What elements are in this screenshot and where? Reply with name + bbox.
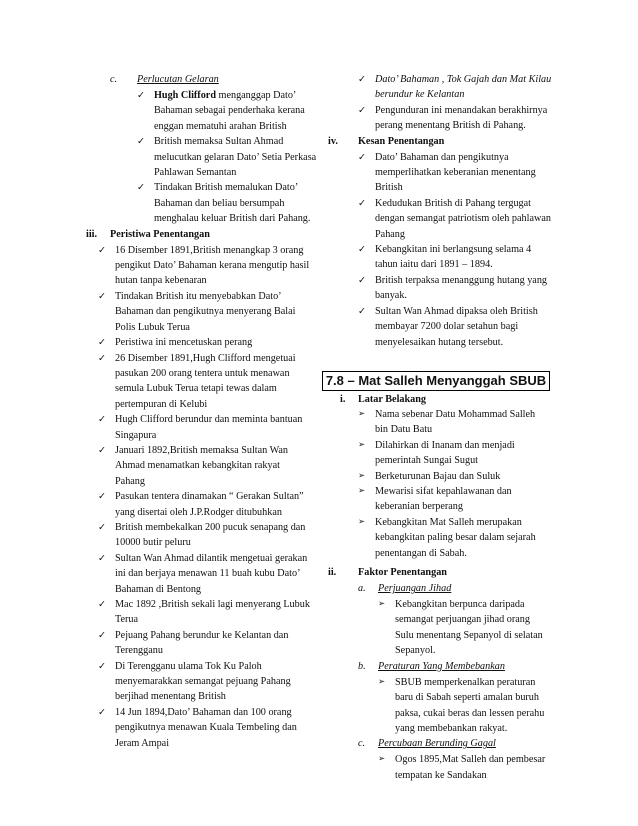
section-title: Peristiwa Penentangan	[110, 228, 210, 240]
checkmark-icon: ✓	[98, 290, 106, 302]
right-column	[320, 72, 552, 350]
bullet-text: Dato’ Bahaman dan pengikutnya memperlihatkan keberanian menentang British	[375, 151, 536, 194]
checkmark-icon: ✓	[98, 244, 106, 256]
bullet-text: Pasukan tentera dinamakan “ Gerakan Sultan” yang disertai oleh J.P.Rodger ditubuhkan	[115, 491, 304, 518]
subsection-marker-a: a.	[358, 583, 366, 595]
bullet-text: Nama sebenar Datu Mohammad Salleh bin Datu Batu	[375, 409, 536, 436]
bullet-text: 14 Jun 1894,Dato’ Bahaman dan 100 orang pengikutnya menawan Kuala Tembeling dan Jeram Ampai	[115, 706, 297, 749]
checkmark-icon: ✓	[358, 197, 366, 209]
list-item	[358, 196, 555, 242]
subsection-marker-c: c.	[110, 74, 118, 85]
checkmark-icon: ✓	[358, 74, 366, 85]
list-item	[378, 597, 545, 659]
section-title: Latar Belakang	[358, 394, 427, 405]
bullet-text: Ogos 1895,Mat Salleh dan pembesar tempatan ke Sandakan	[395, 754, 546, 781]
bullet-text: Dilahirkan di Inanam dan menjadi pemerintah Sungai Sugut	[375, 439, 515, 467]
checkmark-icon: ✓	[98, 706, 106, 718]
list-item	[358, 515, 547, 561]
list-item	[358, 438, 547, 469]
left-column	[86, 72, 326, 751]
checkmark-icon: ✓	[98, 629, 106, 641]
list-item	[137, 88, 324, 134]
list-item	[98, 412, 311, 443]
arrow-bullet-icon: ➢	[358, 409, 366, 419]
bullet-text: Januari 1892,British memaksa Sultan Wan Ahmad menamatkan kebangkitan rakyat Pahang	[115, 444, 289, 487]
section-marker-ii: ii.	[328, 567, 337, 579]
list-item	[378, 675, 547, 737]
subsection-marker-b: b.	[358, 660, 366, 672]
list-item	[98, 705, 311, 751]
arrow-bullet-icon: ➢	[358, 516, 366, 527]
list-item	[98, 289, 311, 335]
section-title: Faktor Penentangan	[358, 567, 447, 579]
list-item	[358, 242, 555, 273]
bullet-text: menganggap Dato’ Bahaman sebagai penderhaka kerana enggan mematuhi arahan British	[154, 90, 305, 132]
list-item	[98, 243, 311, 289]
checkmark-icon: ✓	[358, 151, 366, 163]
bullet-text: British terpaksa menanggung hutang yang banyak.	[375, 274, 548, 302]
bullet-text: British membekalkan 200 pucuk senapang dan 10000 butir peluru	[115, 521, 306, 549]
list-item	[358, 150, 555, 196]
subsection-title: Perjuangan Jihad	[378, 583, 452, 595]
arrow-bullet-icon: ➢	[378, 754, 386, 765]
checkmark-icon: ✓	[137, 182, 145, 194]
subsection-title: Peraturan Yang Membebankan	[378, 660, 505, 672]
bullet-text: Peristiwa ini mencetuskan perang	[115, 337, 253, 349]
arrow-bullet-icon: ➢	[358, 486, 366, 497]
bullet-text: 16 Disember 1891,British menangkap 3 orang pengikut Dato’ Bahaman kerana mengutip hasil hutan tanpa kebenaran	[115, 244, 310, 287]
bullet-text: Mewarisi sifat kepahlawanan dan keberanian berperang	[375, 486, 512, 513]
list-item	[358, 103, 555, 134]
list-item	[98, 551, 311, 597]
list-item	[98, 520, 311, 551]
checkmark-icon: ✓	[358, 104, 366, 116]
arrow-bullet-icon: ➢	[378, 599, 386, 610]
section-marker-iv: iv.	[328, 135, 338, 147]
section-heading-box: 7.8 – Mat Salleh Menyanggah SBUB	[322, 371, 550, 391]
bullet-text: Tindakan British itu menyebabkan Dato’ Bahaman dan pengikutnya menyerang Balai Polis Lubuk Terua	[115, 290, 296, 333]
checkmark-icon: ✓	[358, 274, 366, 286]
section-title: Kesan Penentangan	[358, 135, 445, 147]
list-item	[358, 484, 547, 515]
list-item	[358, 304, 555, 350]
bullet-text: British memaksa Sultan Ahmad melucutkan gelaran Dato’ Setia Perkasa Pahlawan Semantan	[154, 136, 317, 179]
checkmark-icon: ✓	[137, 90, 145, 101]
arrow-bullet-icon: ➢	[358, 470, 366, 481]
checkmark-icon: ✓	[358, 305, 366, 317]
checkmark-icon: ✓	[98, 552, 106, 564]
bullet-text: Tindakan British memalukan Dato’ Bahaman dan beliau bersumpah menghalau keluar British dari Pahang.	[154, 182, 311, 225]
list-item	[137, 134, 324, 180]
list-item	[98, 659, 311, 705]
subsection-marker-c: c.	[358, 738, 366, 750]
checkmark-icon: ✓	[98, 352, 106, 364]
checkmark-icon: ✓	[98, 660, 106, 672]
checkmark-icon: ✓	[98, 599, 106, 610]
checkmark-icon: ✓	[358, 244, 366, 256]
list-item	[98, 597, 311, 628]
bullet-text: Kebangkitan Mat Salleh merupakan kebangkitan paling besar dalam sejarah penentangan di Sabah.	[375, 516, 536, 559]
bullet-text: Dato’ Bahaman , Tok Gajah dan Mat Kilau berundur ke Kelantan	[375, 74, 552, 101]
checkmark-icon: ✓	[98, 414, 106, 426]
list-item	[98, 628, 311, 659]
subsection-title: Perlucutan Gelaran	[137, 74, 219, 85]
subsection-title: Percubaan Berunding Gagal	[378, 738, 496, 750]
bullet-text: Sultan Wan Ahmad dilantik mengetuai gerakan ini dan berjaya menawan 11 buah kubu Dato’ Bahaman di Bentong	[115, 552, 308, 595]
list-item	[98, 443, 311, 489]
bullet-text: Mac 1892 ,British sekali lagi menyerang Lubuk Terua	[115, 599, 310, 626]
list-item	[378, 752, 547, 783]
bullet-text: Sultan Wan Ahmad dipaksa oleh British membayar 7200 dolar setahun bagi menyelesaikan hutang tersebut.	[375, 305, 538, 348]
list-item	[358, 273, 555, 304]
checkmark-icon: ✓	[98, 444, 106, 456]
list-item	[98, 351, 311, 413]
list-item	[98, 489, 311, 520]
list-item	[358, 469, 547, 484]
section-marker-iii: iii.	[86, 228, 98, 240]
bullet-text: Pejuang Pahang berundur ke Kelantan dan Terengganu	[115, 629, 289, 657]
bullet-text: Kedudukan British di Pahang tergugat dengan semangat patriotism oleh pahlawan Pahang	[375, 197, 551, 240]
bullet-text: Kebangkitan ini berlangsung selama 4 tahun iaitu dari 1891 – 1894.	[375, 244, 532, 271]
bullet-text: Hugh Clifford berundur dan meminta bantuan Singapura	[115, 414, 303, 441]
bullet-text: Pengunduran ini menandakan berakhirnya perang menentang British di Pahang.	[375, 104, 548, 132]
bullet-text: Berketurunan Bajau dan Suluk	[375, 470, 501, 482]
right-column-lower	[320, 392, 552, 783]
arrow-bullet-icon: ➢	[378, 676, 386, 687]
checkmark-icon: ✓	[98, 491, 106, 503]
list-item	[98, 335, 311, 350]
checkmark-icon: ✓	[98, 337, 106, 349]
section-marker-i: i.	[340, 394, 346, 405]
bullet-text: 26 Disember 1891,Hugh Clifford mengetuai pasukan 200 orang tentera untuk menawan semula Lubuk Terua tetapi tewas dalam pertempuran di Kelubi	[115, 352, 296, 410]
checkmark-icon: ✓	[98, 521, 106, 533]
arrow-bullet-icon: ➢	[358, 439, 366, 450]
list-item	[137, 180, 324, 226]
bullet-text: Di Terengganu ulama Tok Ku Paloh menyemarakkan semangat pejuang Pahang berjihad menentang British	[115, 660, 291, 703]
bullet-text: SBUB memperkenalkan peraturan baru di Sabah seperti amalan buruh paksa, cukai beras dan lessen perahu yang membebankan rakyat.	[395, 676, 545, 734]
checkmark-icon: ✓	[137, 136, 145, 148]
bullet-text: Kebangkitan berpunca daripada semangat perjuangan jihad orang Sulu menentang Sepanyol di selatan Sepanyol.	[395, 599, 543, 657]
list-item	[358, 407, 547, 438]
list-item	[358, 72, 555, 103]
person-name: Hugh Clifford	[154, 90, 216, 101]
